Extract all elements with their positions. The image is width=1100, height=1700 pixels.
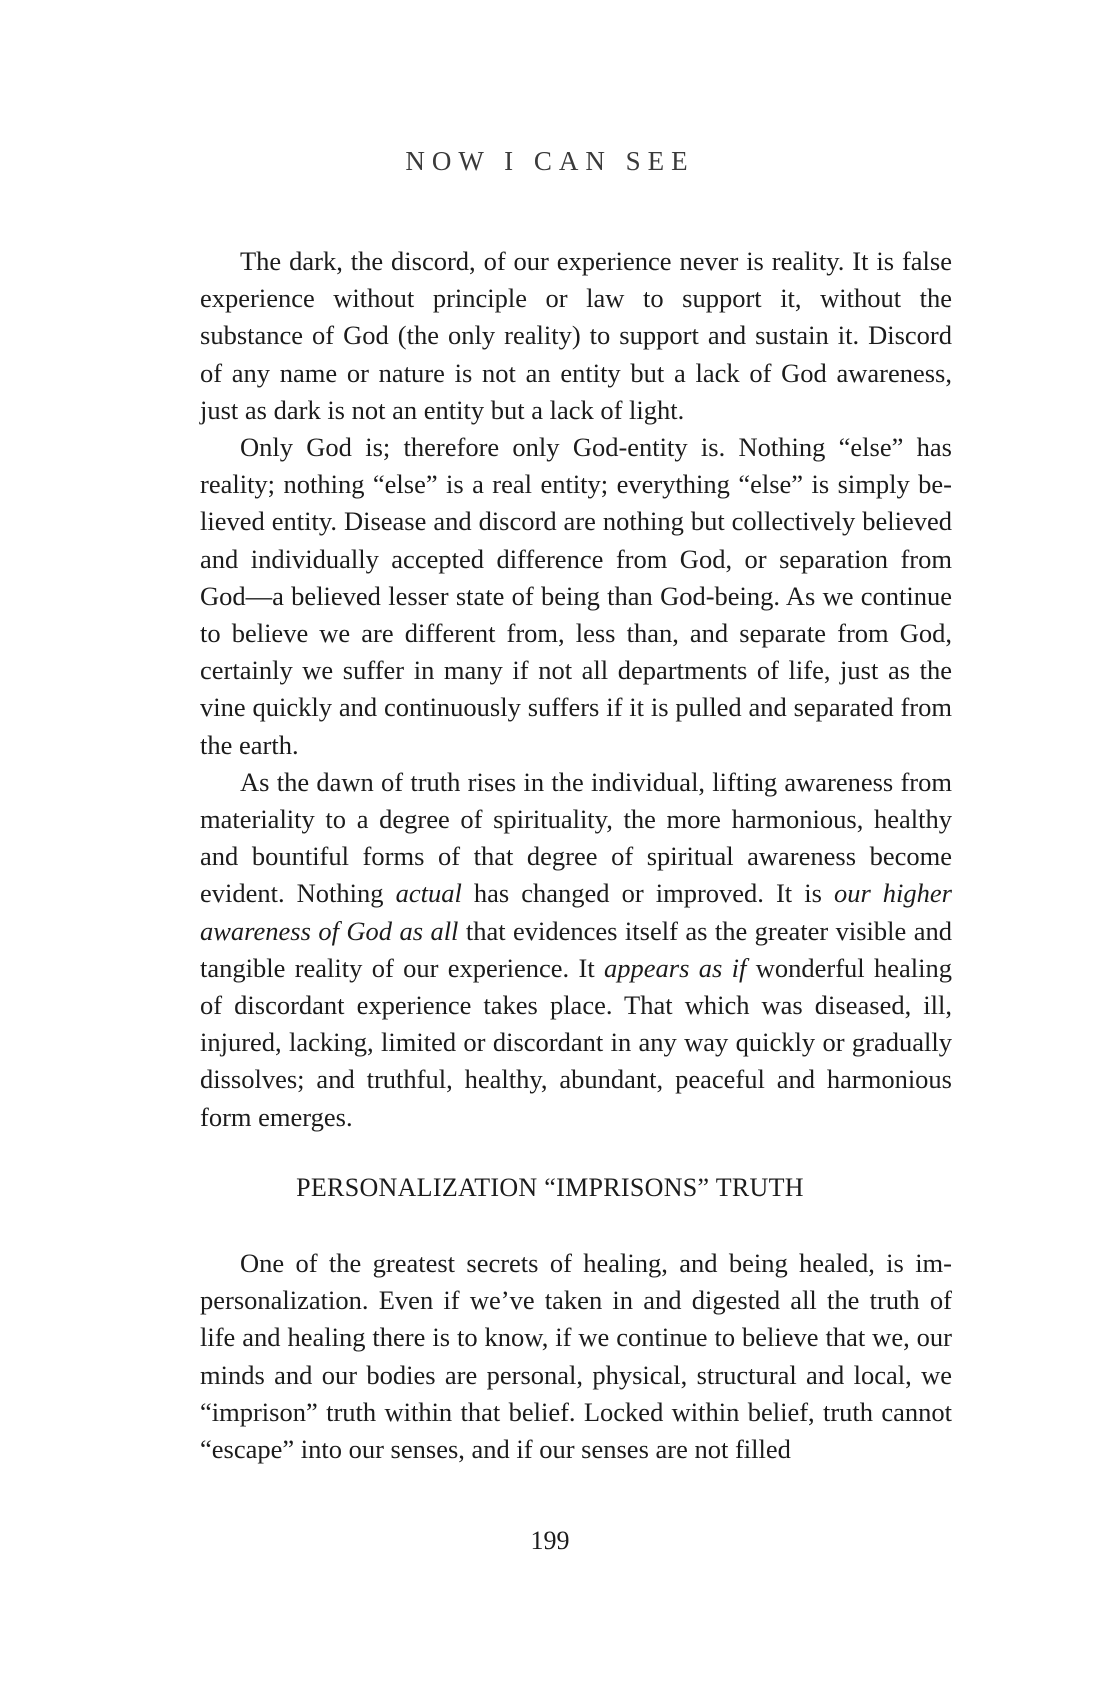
paragraph: One of the greatest secrets of healing, and being healed, is impersonalization. Even if we’ve taken in and digested all the truth of life and healing there is to know, if we continue to believe that we, our minds and our bodies are personal, physical, structural and local, we “imprison” truth within that belief. Locked within belief, truth cannot “escape” into our senses, and if our senses are not filled — [200, 1248, 952, 1465]
paragraph: Only God is; therefore only God-entity is. Nothing “else” has reality; nothing “else” is a real entity; everything “else” is simply believed entity. Disease and discord are nothing but collectively believed and individually accepted difference from God, or separation from God—a believed lesser state of being than God-being. As we continue to believe we are different from, less than, and separate from God, certainly we suffer in many if not all departments of life, just as the vine quickly and continuously suffers if it is pulled and separated from the earth. — [200, 432, 952, 760]
running-head: NOW I CAN SEE — [405, 146, 695, 176]
paragraph: As the dawn of truth rises in the individual, lifting awareness from materiality to a degree of spirituality, the more harmonious, healthy and bountiful forms of that degree of spiritual awareness become evident. Nothing actual has changed or improved. It is our higher awareness of God as all that evidences itself as the greater visible and tangible reality of our experience. It appears as if wonderful healing of discordant experience takes place. That which was diseased, ill, injured, lacking, limited or discordant in any way quickly or gradually dissolves; and truthful, healthy, abundant, peaceful and harmonious form emerges. — [200, 766, 952, 1132]
paragraph: The dark, the discord, of our experience never is reality. It is false experience without principle or law to support it, without the substance of God (the only reality) to support and sustain it. Discord of any name or nature is not an entity but a lack of God awareness, just as dark is not an entity but a lack of light. — [200, 246, 952, 425]
section-text — [200, 1245, 952, 1468]
page-number: 199 — [530, 1526, 570, 1555]
emphasis: appears as if — [604, 952, 747, 983]
main-text — [200, 243, 952, 1136]
section-heading: PERSONALIZATION “IMPRISONS” TRUTH — [296, 1173, 804, 1202]
emphasis: our higher awareness of God as all — [200, 878, 952, 946]
emphasis: actual — [395, 878, 462, 909]
